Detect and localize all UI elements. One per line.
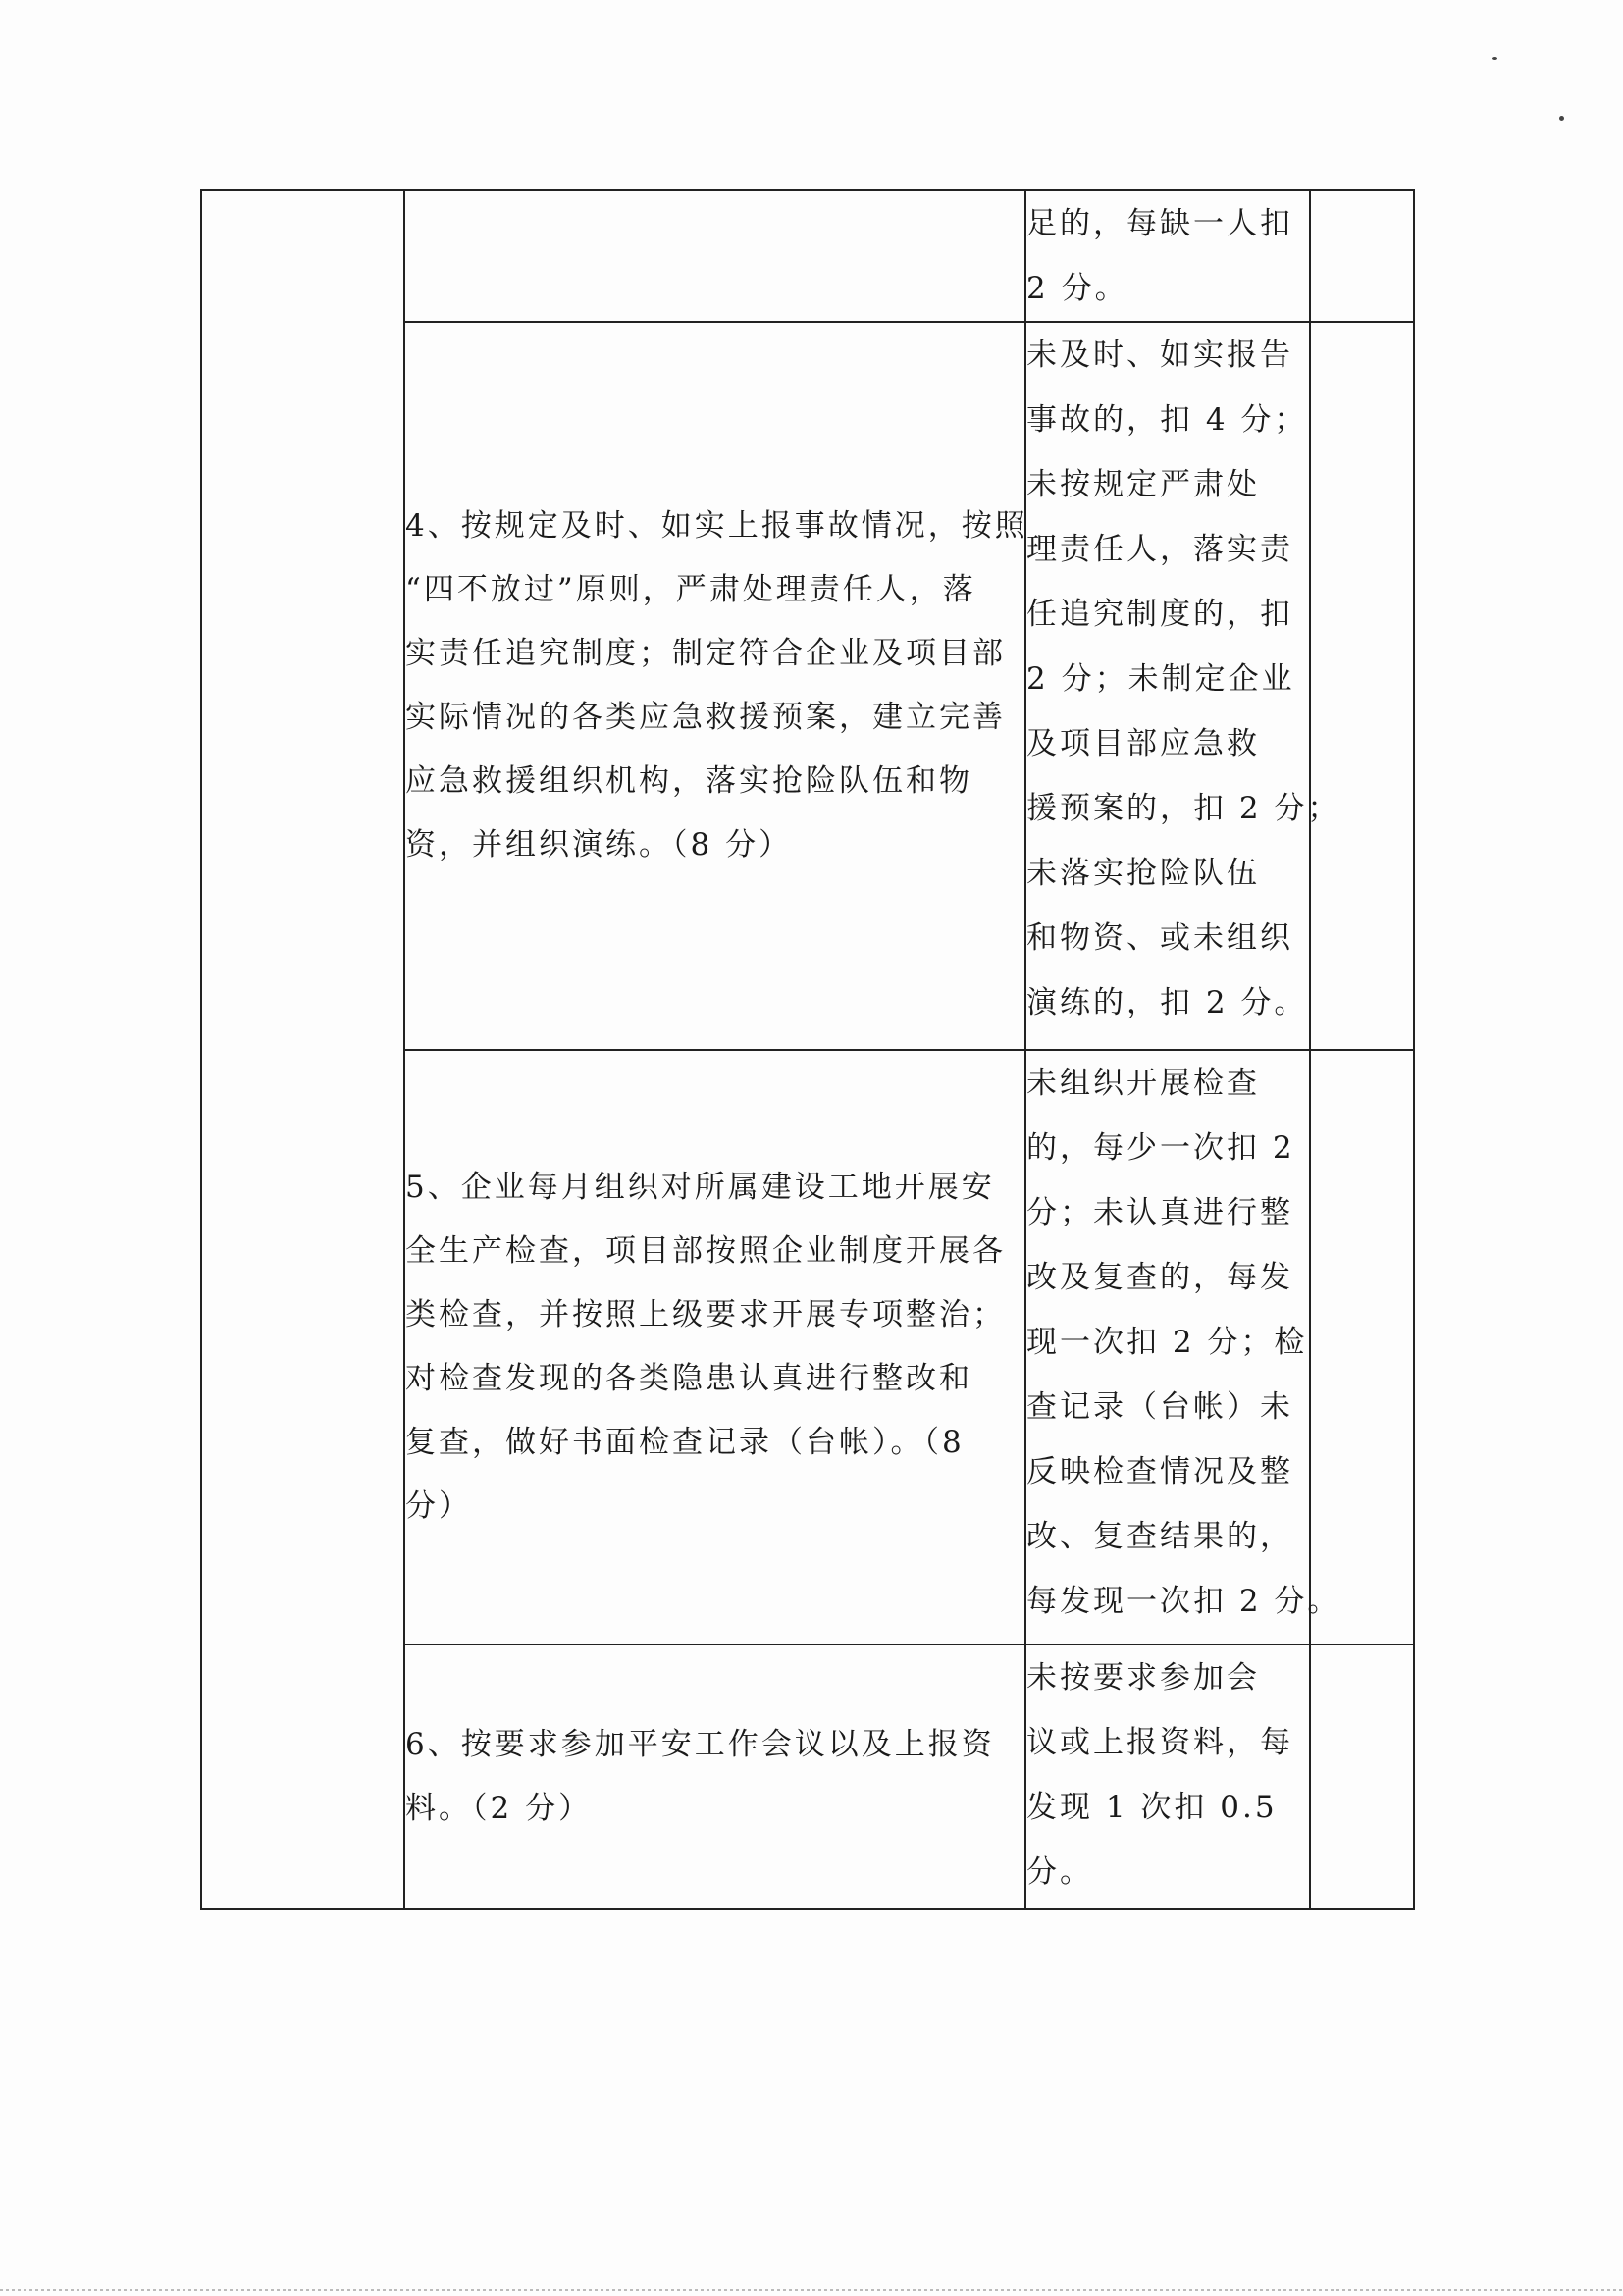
text-line: 未按规定严肃处 xyxy=(1026,467,1260,502)
text-line: 任追究制度的，扣 xyxy=(1026,597,1293,632)
requirement-cell xyxy=(404,1050,1025,1644)
scoring-table xyxy=(200,189,1415,1910)
text-line: 未按要求参加会 xyxy=(1026,1660,1260,1696)
text-line: 每发现一次扣 2 分。 xyxy=(1026,1584,1341,1619)
text-line: 改及复查的，每发 xyxy=(1026,1260,1293,1295)
scan-speck xyxy=(1492,57,1497,60)
text-line: 复查，做好书面检查记录（台帐）。（8 xyxy=(405,1425,965,1460)
deduction-cell xyxy=(1025,322,1341,1050)
text-line: 及项目部应急救 xyxy=(1026,726,1260,761)
text-line: 分。 xyxy=(1026,1854,1093,1890)
text-line: 演练的，扣 2 分。 xyxy=(1026,985,1308,1020)
text-line: 改、复查结果的， xyxy=(1026,1519,1293,1554)
text-line: 未组织开展检查 xyxy=(1026,1066,1260,1101)
text-line: 4、按规定及时、如实上报事故情况，按照 xyxy=(405,508,1028,544)
text-line: 查记录（台帐）未 xyxy=(1026,1389,1293,1425)
deduction-cell xyxy=(1025,1644,1310,1909)
text-line: 未及时、如实报告 xyxy=(1026,338,1293,373)
text-line: 反映检查情况及整 xyxy=(1026,1454,1293,1489)
requirement-cell xyxy=(404,322,1028,1050)
text-line: 5、企业每月组织对所属建设工地开展安 xyxy=(405,1170,995,1205)
text-line: 分） xyxy=(405,1488,472,1524)
table-row xyxy=(201,190,1414,322)
text-line: 分；未认真进行整 xyxy=(1026,1195,1293,1230)
text-line: 实际情况的各类应急救援预案，建立完善 xyxy=(405,700,1006,735)
text-line: 足的，每缺一人扣 xyxy=(1026,206,1293,241)
text-line: 实责任追究制度；制定符合企业及项目部 xyxy=(405,636,1006,671)
requirement-cell xyxy=(404,1644,1025,1909)
text-line: 现一次扣 2 分；检 xyxy=(1026,1325,1308,1360)
scan-edge-line xyxy=(0,2289,1623,2291)
score-cell xyxy=(1310,1644,1414,1909)
text-line: 的，每少一次扣 2 xyxy=(1026,1130,1295,1166)
score-cell xyxy=(1310,1050,1414,1644)
text-line: 资，并组织演练。（8 分） xyxy=(405,827,793,862)
score-cell xyxy=(1310,322,1414,1050)
deduction-cell xyxy=(1025,1050,1341,1644)
text-line: “四不放过”原则，严肃处理责任人，落 xyxy=(405,572,976,607)
text-line: 发现 1 次扣 0.5 xyxy=(1026,1790,1278,1825)
text-line: 应急救援组织机构，落实抢险队伍和物 xyxy=(405,763,972,799)
text-line: 援预案的，扣 2 分； xyxy=(1026,791,1341,826)
category-cell xyxy=(201,190,404,1909)
text-line: 和物资、或未组织 xyxy=(1026,920,1293,956)
text-line: 事故的，扣 4 分； xyxy=(1026,402,1308,438)
text-line: 类检查，并按照上级要求开展专项整治； xyxy=(405,1297,1006,1332)
deduction-cell xyxy=(1025,190,1310,322)
scan-speck xyxy=(1559,116,1564,121)
requirement-cell xyxy=(404,190,1025,322)
text-line: 对检查发现的各类隐患认真进行整改和 xyxy=(405,1361,972,1396)
text-line: 未落实抢险队伍 xyxy=(1026,856,1260,891)
text-line: 6、按要求参加平安工作会议以及上报资 xyxy=(405,1727,995,1762)
text-line: 料。（2 分） xyxy=(405,1791,593,1826)
text-line: 全生产检查，项目部按照企业制度开展各 xyxy=(405,1233,1006,1269)
text-line: 理责任人，落实责 xyxy=(1026,532,1293,567)
text-line: 2 分；未制定企业 xyxy=(1026,661,1295,697)
score-cell xyxy=(1310,190,1414,322)
text-line: 议或上报资料，每 xyxy=(1026,1725,1293,1760)
text-line: 2 分。 xyxy=(1026,271,1128,306)
